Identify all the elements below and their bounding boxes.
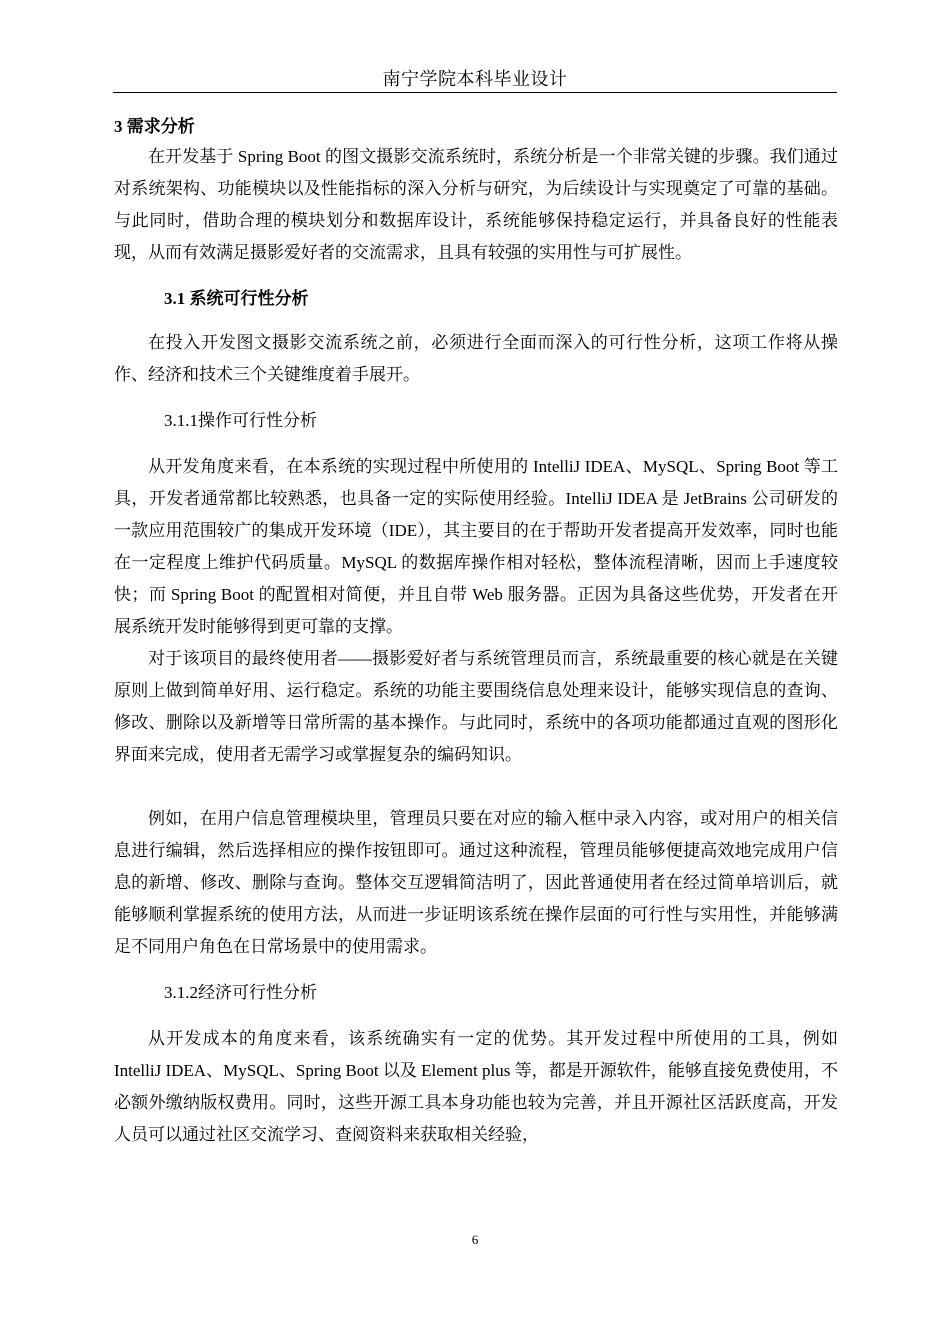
- section-heading: 3 需求分析: [114, 117, 195, 136]
- operation-feasibility-heading: 3.1.1操作可行性分析: [164, 411, 317, 430]
- header-divider: [113, 92, 837, 93]
- running-header: 南宁学院本科毕业设计: [382, 69, 568, 89]
- subsection-heading: 3.1 系统可行性分析: [164, 289, 309, 308]
- section-intro-paragraph: 在开发基于 Spring Boot 的图文摄影交流系统时，系统分析是一个非常关键的步骤。我们通过对系统架构、功能模块以及性能指标的深入分析与研究，为后续设计与实现奠定了可靠的基础。与此同时，借助合理的模块划分和数据库设计，系统能够保持稳定运行，并具备良好的性能表现，从而有效满足摄影爱好者的交流需求，且具有较强的实用性与可扩展性。: [114, 147, 838, 262]
- page-number: 6: [471, 1232, 479, 1247]
- operation-paragraph-3: 例如，在用户信息管理模块里，管理员只要在对应的输入框中录入内容，或对用户的相关信息进行编辑，然后选择相应的操作按钮即可。通过这种流程，管理员能够便捷高效地完成用户信息的新增、修改、删除与查询。整体交互逻辑简洁明了，因此普通使用者在经过简单培训后，就能够顺利掌握系统的使用方法，从而进一步证明该系统在操作层面的可行性与实用性，并能够满足不同用户角色在日常场景中的使用需求。: [114, 809, 838, 956]
- operation-paragraph-2: 对于该项目的最终使用者——摄影爱好者与系统管理员而言，系统最重要的核心就是在关键原则上做到简单好用、运行稳定。系统的功能主要围绕信息处理来设计，能够实现信息的查询、修改、删除以及新增等日常所需的基本操作。与此同时，系统中的各项功能都通过直观的图形化界面来完成，使用者无需学习或掌握复杂的编码知识。: [114, 649, 838, 764]
- document-body: [114, 113, 838, 1151]
- subsection-intro-paragraph: 在投入开发图文摄影交流系统之前，必须进行全面而深入的可行性分析，这项工作将从操作、经济和技术三个关键维度着手展开。: [114, 333, 838, 384]
- economic-paragraph-1: 从开发成本的角度来看，该系统确实有一定的优势。其开发过程中所使用的工具，例如 IntelliJ IDEA、MySQL、Spring Boot 以及 Element plus 等，都是开源软件，能够直接免费使用，不必额外缴纳版权费用。同时，这些开源工具本身功能也较为完善，并且开源社区活跃度高，开发人员可以通过社区交流学习、查阅资料来获取相关经验，: [114, 1029, 838, 1144]
- operation-paragraph-1: 从开发角度来看，在本系统的实现过程中所使用的 IntelliJ IDEA、MySQL、Spring Boot 等工具，开发者通常都比较熟悉，也具备一定的实际使用经验。IntelliJ IDEA 是 JetBrains 公司研发的一款应用范围较广的集成开发环境（IDE），其主要目的在于帮助开发者提高开发效率，同时也能在一定程度上维护代码质量。MySQL 的数据库操作相对轻松，整体流程清晰，因而上手速度较快；而 Spring Boot 的配置相对简便，并且自带 Web 服务器。正因为具备这些优势，开发者在开展系统开发时能够得到更可靠的支撑。: [114, 457, 838, 636]
- economic-feasibility-heading: 3.1.2经济可行性分析: [164, 983, 317, 1002]
